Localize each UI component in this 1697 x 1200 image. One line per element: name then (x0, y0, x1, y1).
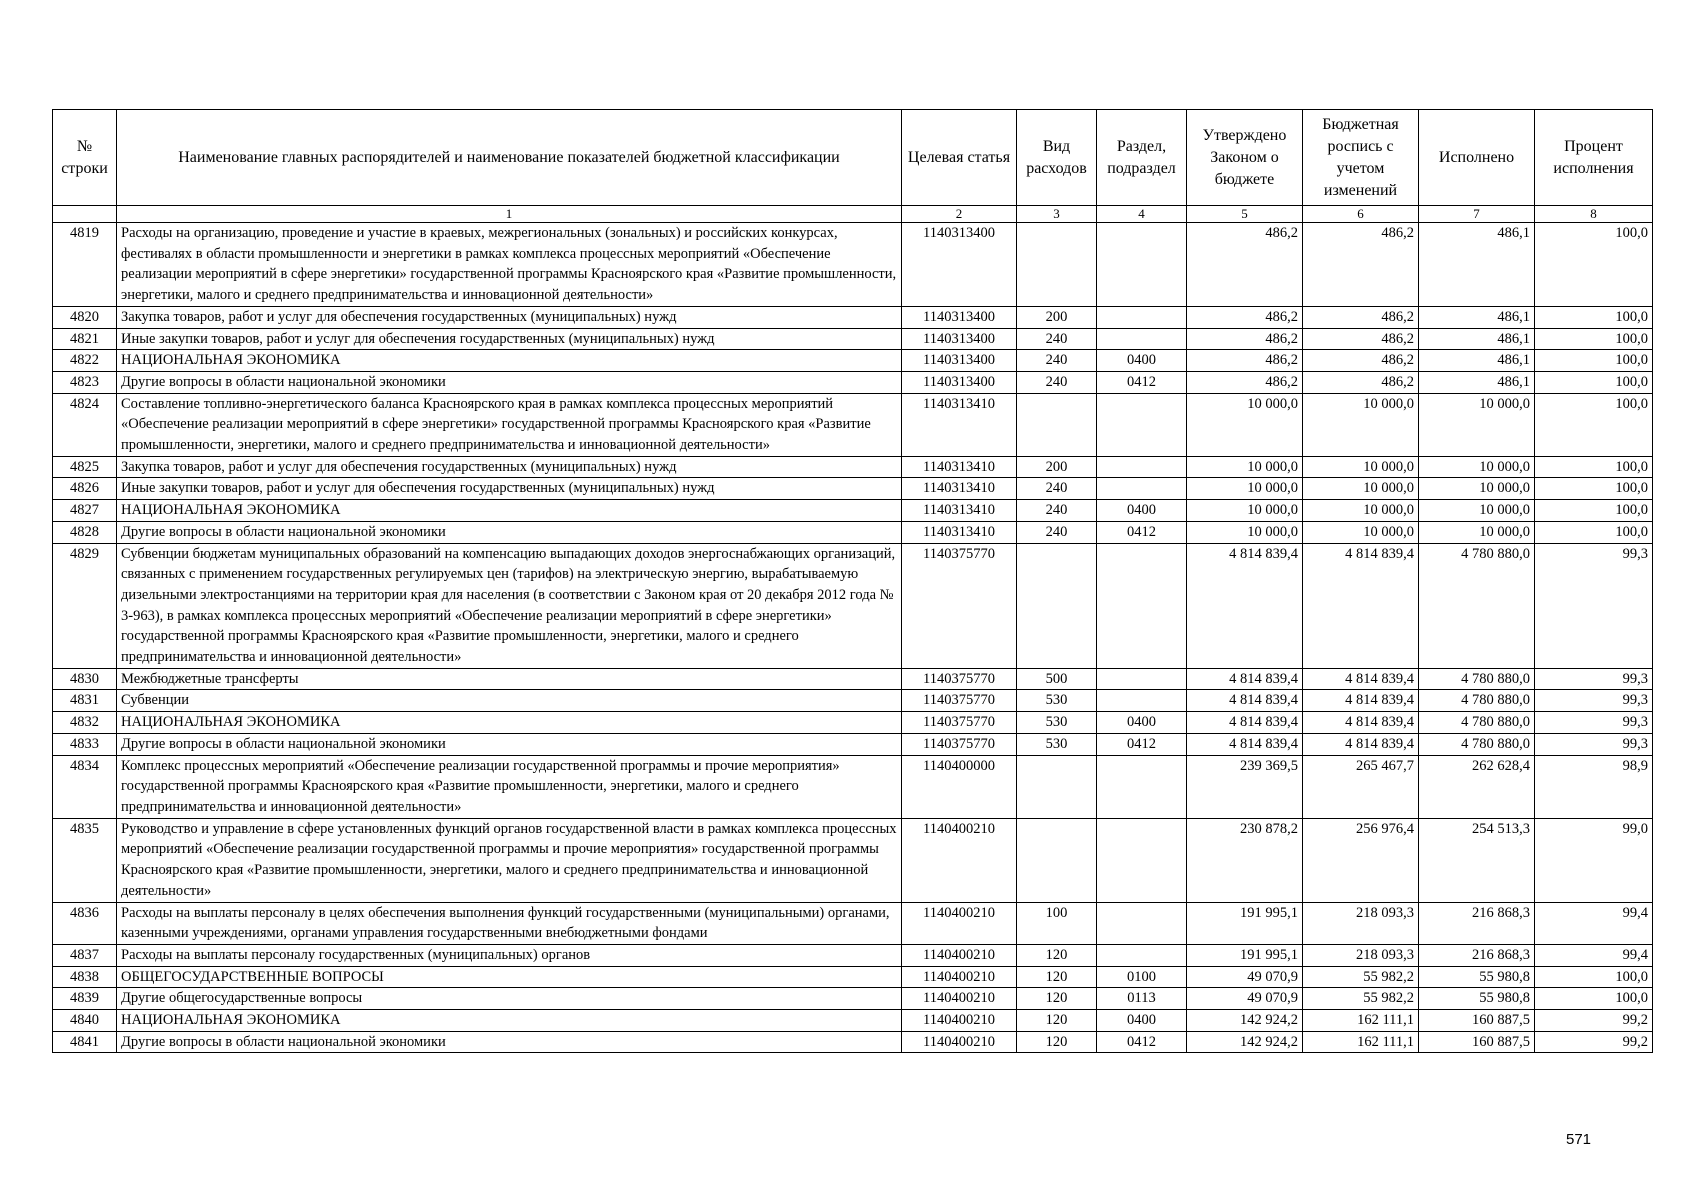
row-target-article: 1140313410 (902, 521, 1017, 543)
table-row (53, 902, 1653, 944)
row-approved: 486,2 (1187, 306, 1303, 328)
row-approved: 239 369,5 (1187, 755, 1303, 818)
table-row (53, 712, 1653, 734)
row-name: НАЦИОНАЛЬНАЯ ЭКОНОМИКА (117, 500, 902, 522)
row-section: 0400 (1097, 350, 1187, 372)
row-name: Закупка товаров, работ и услуг для обеспечения государственных (муниципальных) нужд (117, 306, 902, 328)
row-budget-schedule: 55 982,2 (1303, 988, 1419, 1010)
row-expense-type (1017, 818, 1097, 902)
row-approved: 10 000,0 (1187, 393, 1303, 456)
row-section (1097, 690, 1187, 712)
row-name: ОБЩЕГОСУДАРСТВЕННЫЕ ВОПРОСЫ (117, 966, 902, 988)
row-approved: 4 814 839,4 (1187, 712, 1303, 734)
row-expense-type: 120 (1017, 1010, 1097, 1032)
row-number: 4826 (53, 478, 117, 500)
row-number: 4838 (53, 966, 117, 988)
column-number: 2 (902, 206, 1017, 223)
row-section (1097, 223, 1187, 307)
row-executed: 486,1 (1419, 306, 1535, 328)
row-section (1097, 902, 1187, 944)
row-budget-schedule: 486,2 (1303, 350, 1419, 372)
row-number: 4837 (53, 944, 117, 966)
table-row (53, 393, 1653, 456)
row-budget-schedule: 486,2 (1303, 306, 1419, 328)
row-target-article: 1140400210 (902, 1010, 1017, 1032)
row-approved: 10 000,0 (1187, 521, 1303, 543)
row-expense-type: 100 (1017, 902, 1097, 944)
row-name: НАЦИОНАЛЬНАЯ ЭКОНОМИКА (117, 350, 902, 372)
row-approved: 4 814 839,4 (1187, 690, 1303, 712)
row-approved: 486,2 (1187, 371, 1303, 393)
row-number: 4839 (53, 988, 117, 1010)
row-executed: 160 887,5 (1419, 1010, 1535, 1032)
column-number: 8 (1535, 206, 1653, 223)
row-approved: 4 814 839,4 (1187, 543, 1303, 668)
row-section: 0400 (1097, 500, 1187, 522)
row-percent: 99,3 (1535, 543, 1653, 668)
row-percent: 100,0 (1535, 306, 1653, 328)
row-expense-type: 120 (1017, 966, 1097, 988)
row-expense-type: 120 (1017, 1031, 1097, 1053)
row-number: 4819 (53, 223, 117, 307)
row-target-article: 1140375770 (902, 668, 1017, 690)
row-expense-type: 200 (1017, 456, 1097, 478)
row-target-article: 1140313410 (902, 500, 1017, 522)
row-approved: 142 924,2 (1187, 1031, 1303, 1053)
row-name: Расходы на организацию, проведение и участие в краевых, межрегиональных (зональных) и российских конкурсах, фестивалях в области промышленности и энергетики в рамках комплекса процессных мероприятий «Обеспечение реализации мероприятий в сфере энергетики» государственной программы Красноярского края «Развитие промышленности, энергетики, малого и среднего предпринимательства и инновационной деятельности» (117, 223, 902, 307)
row-budget-schedule: 10 000,0 (1303, 500, 1419, 522)
table-row (53, 733, 1653, 755)
row-section (1097, 478, 1187, 500)
row-percent: 100,0 (1535, 350, 1653, 372)
row-approved: 10 000,0 (1187, 478, 1303, 500)
row-executed: 160 887,5 (1419, 1031, 1535, 1053)
table-row (53, 755, 1653, 818)
row-expense-type: 240 (1017, 521, 1097, 543)
row-approved: 10 000,0 (1187, 500, 1303, 522)
row-expense-type: 240 (1017, 371, 1097, 393)
row-budget-schedule: 10 000,0 (1303, 393, 1419, 456)
row-target-article: 1140400000 (902, 755, 1017, 818)
row-section (1097, 755, 1187, 818)
column-number: 5 (1187, 206, 1303, 223)
table-row (53, 988, 1653, 1010)
row-budget-schedule: 218 093,3 (1303, 944, 1419, 966)
table-row (53, 668, 1653, 690)
row-percent: 99,2 (1535, 1031, 1653, 1053)
page-number: 571 (1566, 1131, 1592, 1148)
row-name: Другие вопросы в области национальной экономики (117, 733, 902, 755)
table-body (53, 223, 1653, 1053)
row-name: Другие вопросы в области национальной экономики (117, 521, 902, 543)
column-number: 7 (1419, 206, 1535, 223)
row-number: 4828 (53, 521, 117, 543)
row-name: Другие вопросы в области национальной экономики (117, 371, 902, 393)
row-approved: 486,2 (1187, 328, 1303, 350)
row-name: НАЦИОНАЛЬНАЯ ЭКОНОМИКА (117, 1010, 902, 1032)
row-percent: 99,3 (1535, 712, 1653, 734)
row-target-article: 1140313410 (902, 393, 1017, 456)
row-executed: 10 000,0 (1419, 478, 1535, 500)
row-number: 4835 (53, 818, 117, 902)
row-percent: 100,0 (1535, 393, 1653, 456)
row-target-article: 1140313410 (902, 478, 1017, 500)
row-number: 4823 (53, 371, 117, 393)
row-percent: 100,0 (1535, 521, 1653, 543)
row-name: Другие общегосударственные вопросы (117, 988, 902, 1010)
row-name: Расходы на выплаты персоналу в целях обеспечения выполнения функций государственными (муниципальными) органами, казенными учреждениями, органами управления государственными внебюджетными фондами (117, 902, 902, 944)
row-number: 4834 (53, 755, 117, 818)
row-target-article: 1140313400 (902, 328, 1017, 350)
row-percent: 100,0 (1535, 371, 1653, 393)
row-target-article: 1140313400 (902, 350, 1017, 372)
row-expense-type: 530 (1017, 690, 1097, 712)
table-row (53, 456, 1653, 478)
column-number: 6 (1303, 206, 1419, 223)
row-expense-type: 200 (1017, 306, 1097, 328)
row-expense-type: 530 (1017, 733, 1097, 755)
row-approved: 486,2 (1187, 350, 1303, 372)
row-section (1097, 668, 1187, 690)
row-target-article: 1140313400 (902, 306, 1017, 328)
row-expense-type: 120 (1017, 988, 1097, 1010)
row-section (1097, 456, 1187, 478)
row-section (1097, 818, 1187, 902)
row-budget-schedule: 10 000,0 (1303, 521, 1419, 543)
table-row (53, 966, 1653, 988)
row-name: Расходы на выплаты персоналу государственных (муниципальных) органов (117, 944, 902, 966)
row-expense-type (1017, 543, 1097, 668)
header-executed: Исполнено (1419, 110, 1535, 206)
row-name: Межбюджетные трансферты (117, 668, 902, 690)
row-executed: 4 780 880,0 (1419, 712, 1535, 734)
row-target-article: 1140400210 (902, 966, 1017, 988)
header-budget-schedule: Бюджетная роспись с учетом изменений (1303, 110, 1419, 206)
row-percent: 99,3 (1535, 668, 1653, 690)
row-budget-schedule: 162 111,1 (1303, 1010, 1419, 1032)
row-target-article: 1140400210 (902, 1031, 1017, 1053)
table-row (53, 1031, 1653, 1053)
row-executed: 10 000,0 (1419, 393, 1535, 456)
table-row (53, 543, 1653, 668)
table-row (53, 690, 1653, 712)
row-budget-schedule: 4 814 839,4 (1303, 733, 1419, 755)
row-percent: 100,0 (1535, 988, 1653, 1010)
row-budget-schedule: 4 814 839,4 (1303, 690, 1419, 712)
column-number: 4 (1097, 206, 1187, 223)
row-name: Закупка товаров, работ и услуг для обеспечения государственных (муниципальных) нужд (117, 456, 902, 478)
row-percent: 100,0 (1535, 328, 1653, 350)
row-name: НАЦИОНАЛЬНАЯ ЭКОНОМИКА (117, 712, 902, 734)
row-target-article: 1140375770 (902, 543, 1017, 668)
row-percent: 99,4 (1535, 902, 1653, 944)
row-expense-type: 500 (1017, 668, 1097, 690)
header-target-article: Целевая статья (902, 110, 1017, 206)
row-section: 0412 (1097, 521, 1187, 543)
row-section (1097, 944, 1187, 966)
row-budget-schedule: 4 814 839,4 (1303, 712, 1419, 734)
row-number: 4832 (53, 712, 117, 734)
row-budget-schedule: 162 111,1 (1303, 1031, 1419, 1053)
row-approved: 4 814 839,4 (1187, 668, 1303, 690)
row-percent: 100,0 (1535, 478, 1653, 500)
row-expense-type: 240 (1017, 328, 1097, 350)
row-percent: 98,9 (1535, 755, 1653, 818)
table-row (53, 371, 1653, 393)
row-executed: 55 980,8 (1419, 966, 1535, 988)
table-row (53, 478, 1653, 500)
row-number: 4831 (53, 690, 117, 712)
row-number: 4833 (53, 733, 117, 755)
row-executed: 4 780 880,0 (1419, 690, 1535, 712)
row-executed: 4 780 880,0 (1419, 733, 1535, 755)
row-expense-type: 530 (1017, 712, 1097, 734)
row-budget-schedule: 55 982,2 (1303, 966, 1419, 988)
table-row (53, 328, 1653, 350)
row-target-article: 1140400210 (902, 944, 1017, 966)
row-section (1097, 393, 1187, 456)
row-executed: 216 868,3 (1419, 944, 1535, 966)
row-target-article: 1140375770 (902, 733, 1017, 755)
row-budget-schedule: 10 000,0 (1303, 478, 1419, 500)
table-row (53, 500, 1653, 522)
row-expense-type: 120 (1017, 944, 1097, 966)
row-percent: 100,0 (1535, 456, 1653, 478)
row-section (1097, 306, 1187, 328)
row-budget-schedule: 486,2 (1303, 328, 1419, 350)
row-budget-schedule: 486,2 (1303, 223, 1419, 307)
row-percent: 100,0 (1535, 223, 1653, 307)
row-executed: 55 980,8 (1419, 988, 1535, 1010)
row-name: Другие вопросы в области национальной экономики (117, 1031, 902, 1053)
row-section: 0412 (1097, 371, 1187, 393)
row-number: 4840 (53, 1010, 117, 1032)
column-number-row (53, 206, 1653, 223)
table-row (53, 350, 1653, 372)
row-number: 4836 (53, 902, 117, 944)
row-name: Субвенции (117, 690, 902, 712)
row-name: Субвенции бюджетам муниципальных образований на компенсацию выпадающих доходов энергоснабжающих организаций, связанных с применением государственных регулируемых цен (тарифов) на электрическую энергию, вырабатываемую дизельными электростанциями на территории края для населения (в соответствии с Законом края от 20 декабря 2012 года № 3-963), в рамках комплекса процессных мероприятий «Обеспечение реализации мероприятий в сфере энергетики» государственной программы Красноярского края «Развитие промышленности, энергетики, малого и среднего предпринимательства и инновационной деятельности» (117, 543, 902, 668)
row-percent: 100,0 (1535, 966, 1653, 988)
row-target-article: 1140375770 (902, 712, 1017, 734)
row-section: 0400 (1097, 1010, 1187, 1032)
row-section: 0100 (1097, 966, 1187, 988)
row-number: 4820 (53, 306, 117, 328)
budget-execution-sheet (52, 109, 1652, 1053)
row-executed: 4 780 880,0 (1419, 543, 1535, 668)
row-target-article: 1140375770 (902, 690, 1017, 712)
header-approved: Утверждено Законом о бюджете (1187, 110, 1303, 206)
header-section: Раздел, подраздел (1097, 110, 1187, 206)
row-number: 4821 (53, 328, 117, 350)
row-expense-type (1017, 223, 1097, 307)
table-row (53, 944, 1653, 966)
row-expense-type: 240 (1017, 478, 1097, 500)
row-executed: 262 628,4 (1419, 755, 1535, 818)
row-executed: 486,1 (1419, 371, 1535, 393)
row-executed: 10 000,0 (1419, 456, 1535, 478)
row-section: 0113 (1097, 988, 1187, 1010)
table-row (53, 306, 1653, 328)
row-section: 0400 (1097, 712, 1187, 734)
row-target-article: 1140400210 (902, 988, 1017, 1010)
row-approved: 191 995,1 (1187, 902, 1303, 944)
row-number: 4825 (53, 456, 117, 478)
row-percent: 99,3 (1535, 733, 1653, 755)
header-row-number: № строки (53, 110, 117, 206)
row-budget-schedule: 265 467,7 (1303, 755, 1419, 818)
row-executed: 486,1 (1419, 223, 1535, 307)
row-percent: 99,0 (1535, 818, 1653, 902)
row-target-article: 1140313400 (902, 371, 1017, 393)
row-budget-schedule: 486,2 (1303, 371, 1419, 393)
row-number: 4827 (53, 500, 117, 522)
row-approved: 49 070,9 (1187, 966, 1303, 988)
row-executed: 254 513,3 (1419, 818, 1535, 902)
row-approved: 10 000,0 (1187, 456, 1303, 478)
column-number: 3 (1017, 206, 1097, 223)
row-expense-type: 240 (1017, 500, 1097, 522)
row-percent: 100,0 (1535, 500, 1653, 522)
column-number-blank (53, 206, 117, 223)
row-target-article: 1140313400 (902, 223, 1017, 307)
row-percent: 99,4 (1535, 944, 1653, 966)
row-approved: 142 924,2 (1187, 1010, 1303, 1032)
row-executed: 4 780 880,0 (1419, 668, 1535, 690)
row-expense-type: 240 (1017, 350, 1097, 372)
table-row (53, 818, 1653, 902)
table-row (53, 1010, 1653, 1032)
row-executed: 486,1 (1419, 328, 1535, 350)
budget-table (52, 109, 1653, 1053)
row-number: 4841 (53, 1031, 117, 1053)
row-number: 4824 (53, 393, 117, 456)
row-budget-schedule: 10 000,0 (1303, 456, 1419, 478)
row-section (1097, 543, 1187, 668)
row-section: 0412 (1097, 1031, 1187, 1053)
row-expense-type (1017, 755, 1097, 818)
row-number: 4829 (53, 543, 117, 668)
column-number: 1 (117, 206, 902, 223)
row-section (1097, 328, 1187, 350)
row-number: 4830 (53, 668, 117, 690)
row-number: 4822 (53, 350, 117, 372)
row-approved: 49 070,9 (1187, 988, 1303, 1010)
row-name: Составление топливно-энергетического баланса Красноярского края в рамках комплекса процессных мероприятий «Обеспечение реализации мероприятий в сфере энергетики» государственной программы Красноярского края «Развитие промышленности, энергетики, малого и среднего предпринимательства и инновационной деятельности» (117, 393, 902, 456)
row-name: Иные закупки товаров, работ и услуг для обеспечения государственных (муниципальных) нужд (117, 328, 902, 350)
row-expense-type (1017, 393, 1097, 456)
row-percent: 99,3 (1535, 690, 1653, 712)
row-budget-schedule: 218 093,3 (1303, 902, 1419, 944)
row-executed: 216 868,3 (1419, 902, 1535, 944)
row-name: Иные закупки товаров, работ и услуг для обеспечения государственных (муниципальных) нужд (117, 478, 902, 500)
row-executed: 10 000,0 (1419, 521, 1535, 543)
table-row (53, 521, 1653, 543)
row-approved: 486,2 (1187, 223, 1303, 307)
header-expense-type: Вид расходов (1017, 110, 1097, 206)
row-approved: 191 995,1 (1187, 944, 1303, 966)
row-budget-schedule: 256 976,4 (1303, 818, 1419, 902)
header-name: Наименование главных распорядителей и наименование показателей бюджетной классификации (117, 110, 902, 206)
row-executed: 486,1 (1419, 350, 1535, 372)
row-target-article: 1140400210 (902, 818, 1017, 902)
row-approved: 4 814 839,4 (1187, 733, 1303, 755)
row-executed: 10 000,0 (1419, 500, 1535, 522)
row-target-article: 1140313410 (902, 456, 1017, 478)
row-percent: 99,2 (1535, 1010, 1653, 1032)
header-percent: Процент исполнения (1535, 110, 1653, 206)
row-name: Комплекс процессных мероприятий «Обеспечение реализации государственной программы и прочие мероприятия» государственной программы Красноярского края «Развитие промышленности, энергетики, малого и среднего предпринимательства и инновационной деятельности» (117, 755, 902, 818)
row-budget-schedule: 4 814 839,4 (1303, 668, 1419, 690)
row-target-article: 1140400210 (902, 902, 1017, 944)
table-header-row (53, 110, 1653, 206)
row-budget-schedule: 4 814 839,4 (1303, 543, 1419, 668)
table-row (53, 223, 1653, 307)
row-approved: 230 878,2 (1187, 818, 1303, 902)
row-name: Руководство и управление в сфере установленных функций органов государственной власти в рамках комплекса процессных мероприятий «Обеспечение реализации государственной программы и прочие мероприятия» государственной программы Красноярского края «Развитие промышленности, энергетики, малого и среднего предпринимательства и инновационной деятельности» (117, 818, 902, 902)
row-section: 0412 (1097, 733, 1187, 755)
